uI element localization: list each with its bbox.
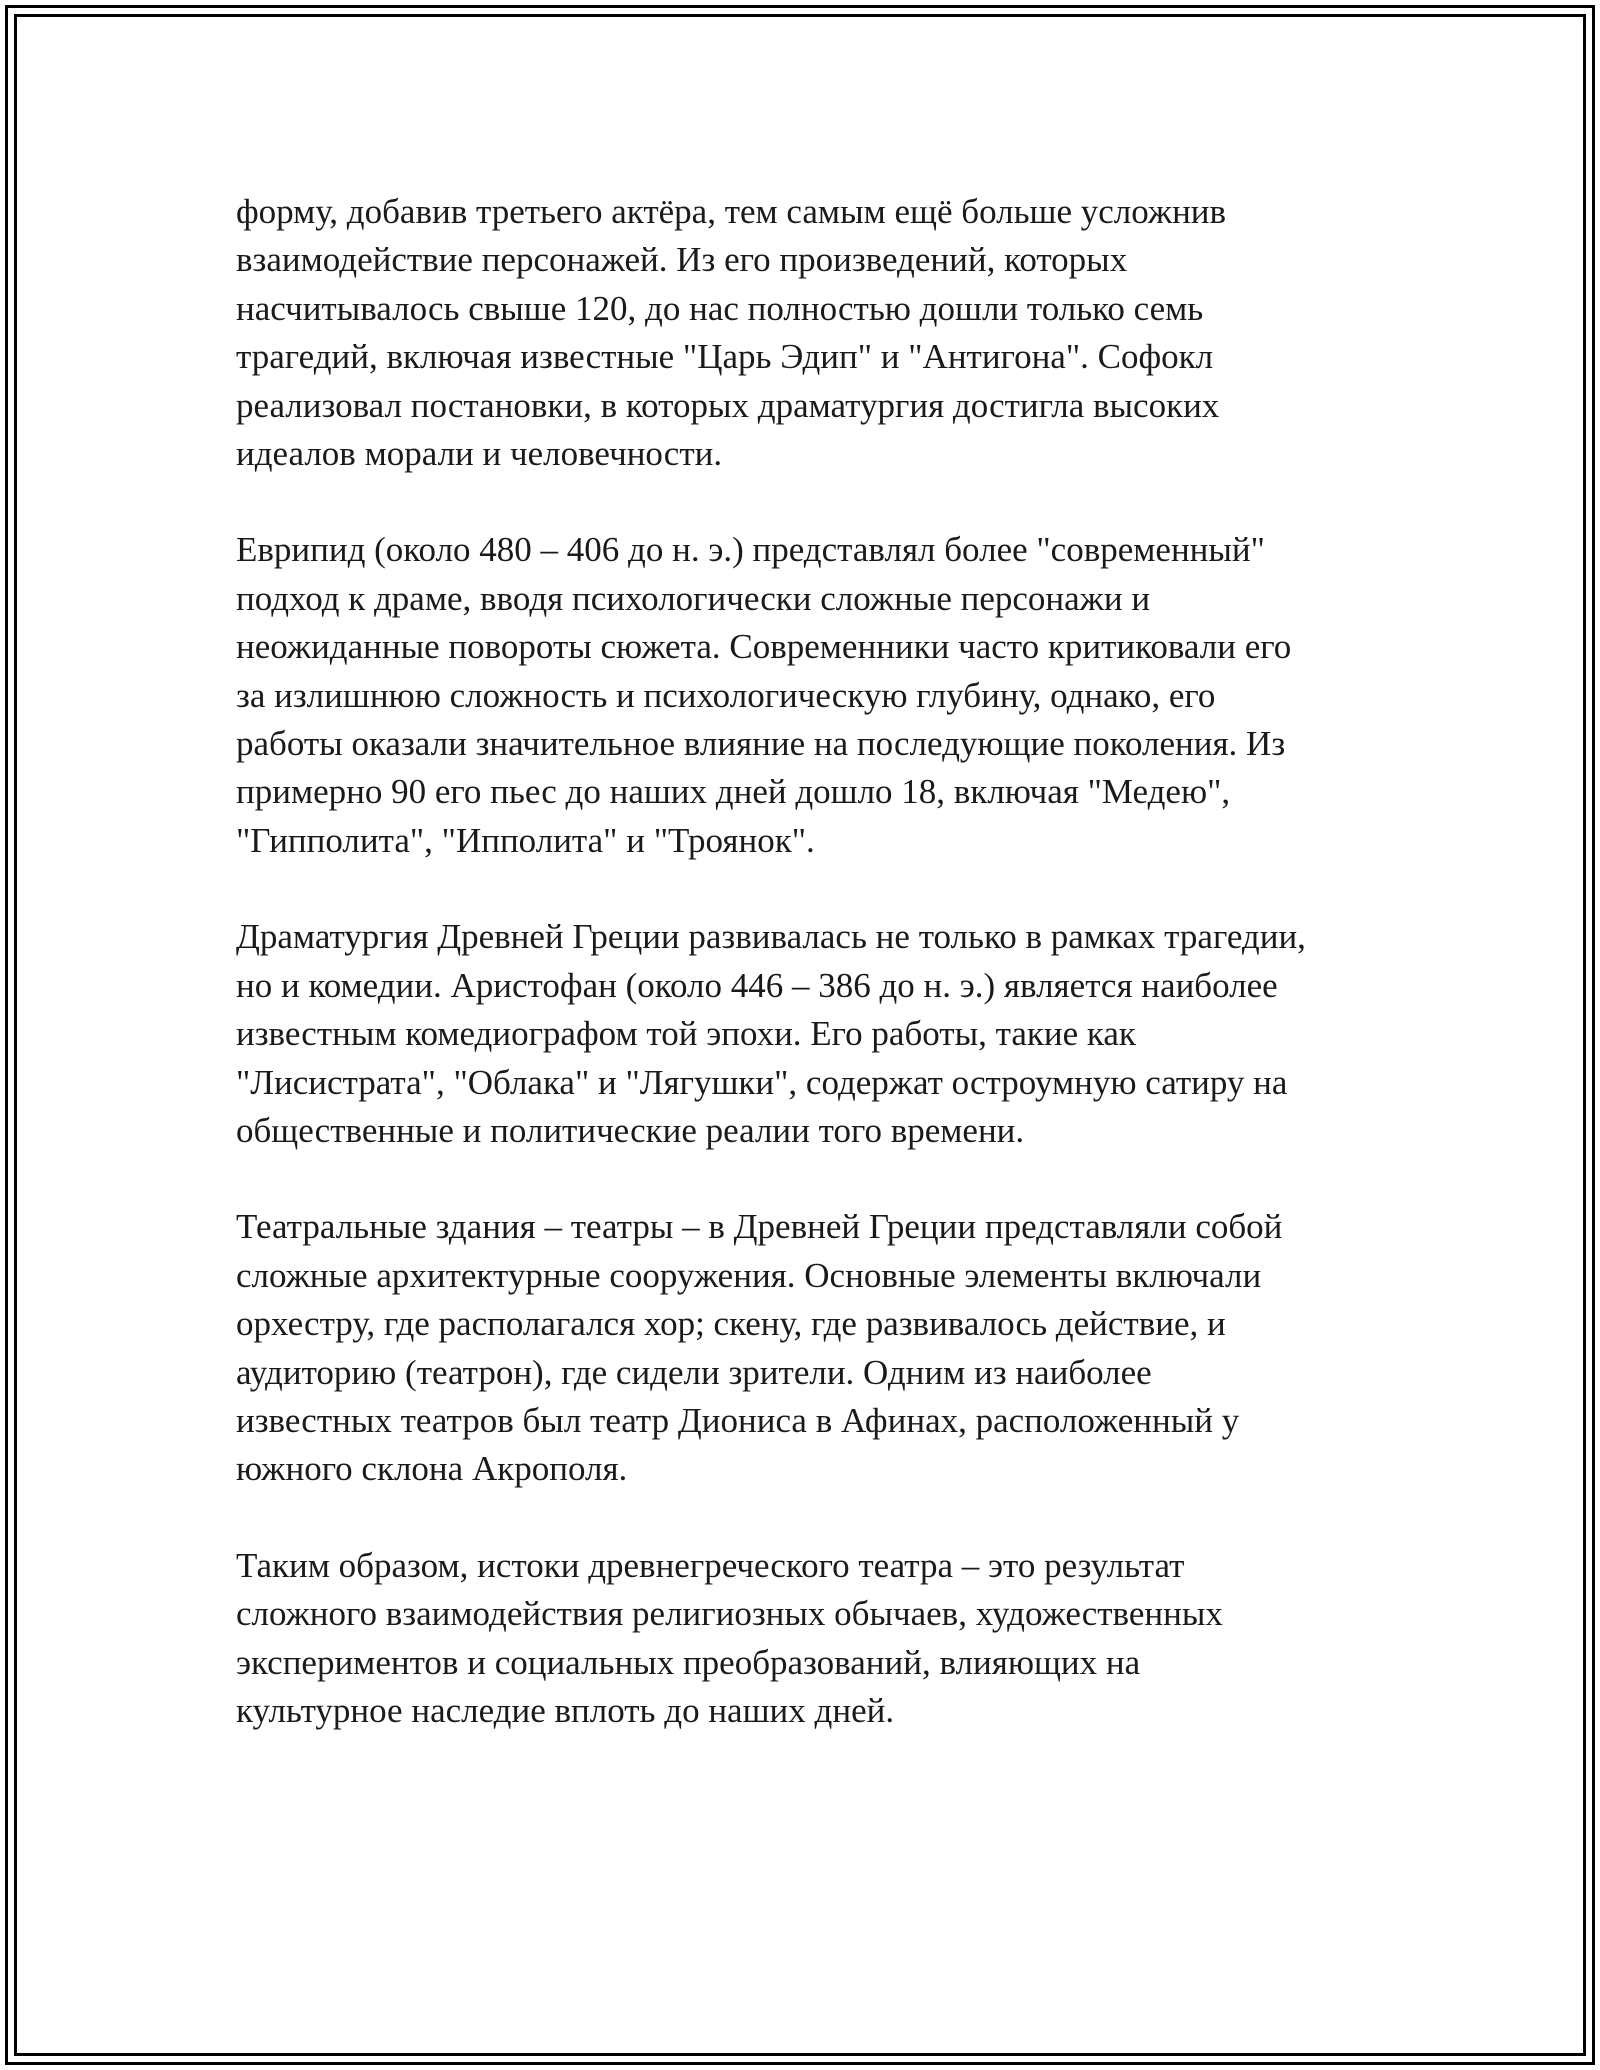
text-line: неожиданные повороты сюжета. Современники часто критиковали его xyxy=(236,627,1292,667)
text-line: известным комедиографом той эпохи. Его работы, такие как xyxy=(236,1014,1136,1054)
paragraph-comedy xyxy=(236,913,1416,1155)
text-line: идеалов морали и человечности. xyxy=(236,434,723,474)
text-line: "Гипполита", "Ипполита" и "Троянок". xyxy=(236,820,815,860)
text-line: подход к драме, вводя психологически сложные персонажи и xyxy=(236,578,1151,618)
paragraph-sophocles-continued xyxy=(236,188,1416,478)
text-line: Еврипид (около 480 – 406 до н. э.) представлял более "современный" xyxy=(236,530,1265,570)
paragraph-theatre-buildings xyxy=(236,1203,1416,1493)
text-line: взаимодействие персонажей. Из его произведений, которых xyxy=(236,240,1128,280)
text-line: за излишнюю сложность и психологическую глубину, однако, его xyxy=(236,675,1216,715)
text-line: форму, добавив третьего актёра, тем самым ещё больше усложнив xyxy=(236,192,1227,231)
text-line: сложные архитектурные сооружения. Основные элементы включали xyxy=(236,1255,1262,1295)
text-line: Таким образом, истоки древнегреческого театра – это результат xyxy=(236,1545,1185,1585)
paragraph-euripides xyxy=(236,526,1416,865)
text-line: культурное наследие вплоть до наших дней. xyxy=(236,1690,895,1730)
text-line: известных театров был театр Диониса в Афинах, расположенный у xyxy=(236,1400,1240,1440)
text-line: работы оказали значительное влияние на последующие поколения. Из xyxy=(236,724,1286,764)
text-line: экспериментов и социальных преобразований, влияющих на xyxy=(236,1642,1141,1682)
text-line: южного склона Акрополя. xyxy=(236,1449,628,1489)
text-line: Театральные здания – театры – в Древней Греции представляли собой xyxy=(236,1207,1283,1247)
text-line: сложного взаимодействия религиозных обычаев, художественных xyxy=(236,1594,1223,1634)
text-line: общественные и политические реалии того времени. xyxy=(236,1110,1025,1150)
text-line: примерно 90 его пьес до наших дней дошло 18, включая "Медею", xyxy=(236,772,1231,812)
text-line: но и комедии. Аристофан (около 446 – 386 до н. э.) является наиболее xyxy=(236,965,1278,1005)
text-line: насчитывалось свыше 120, до нас полностью дошли только семь xyxy=(236,288,1204,328)
paragraph-conclusion xyxy=(236,1542,1416,1736)
text-line: "Лисистрата", "Облака" и "Лягушки", содержат остроумную сатиру на xyxy=(236,1062,1288,1102)
text-line: реализовал постановки, в которых драматургия достигла высоких xyxy=(236,385,1220,425)
document-body xyxy=(236,188,1416,1783)
text-line: Драматургия Древней Греции развивалась не только в рамках трагедии, xyxy=(236,917,1306,957)
text-line: трагедий, включая известные "Царь Эдип" и "Антигона". Софокл xyxy=(236,337,1214,377)
text-line: орхестру, где располагался хор; скену, где развивалось действие, и xyxy=(236,1304,1226,1344)
text-line: аудиторию (театрон), где сидели зрители. Одним из наиболее xyxy=(236,1352,1152,1392)
